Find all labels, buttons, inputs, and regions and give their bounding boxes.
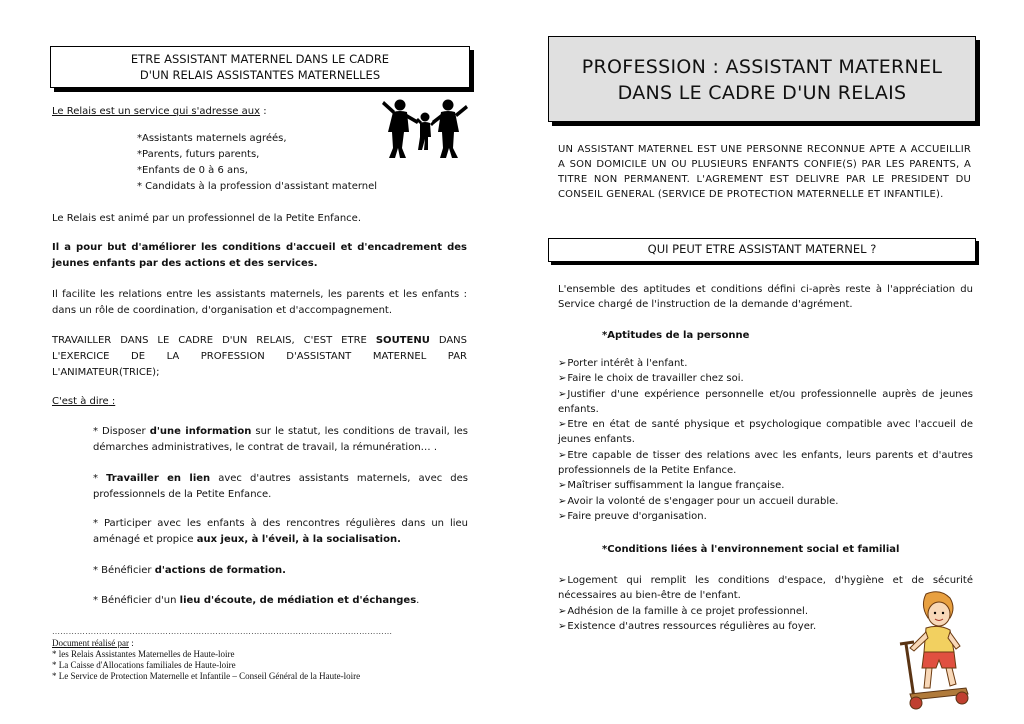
right-title-line2: DANS LE CADRE D'UN RELAIS: [617, 82, 907, 104]
relais-travailler: [52, 333, 467, 381]
right-title-box: [548, 36, 976, 122]
credit-line: * Le Service de Protection Maternelle et Infantile – Conseil Général de la Haute-loire: [52, 671, 361, 681]
left-page: [50, 0, 470, 724]
credits-title: [52, 638, 360, 649]
benefit-item: [93, 593, 468, 609]
audience-item: * Candidats à la profession d'assistant maternel: [137, 181, 378, 192]
audience-item: *Assistants maternels agréés,: [137, 133, 287, 144]
condition-item: ➢ Adhésion de la famille à ce projet professionnel.: [558, 604, 888, 619]
qui-peut-title: QUI PEUT ETRE ASSISTANT MATERNEL ?: [647, 242, 877, 256]
benefit-text: * Bénéficier d'un: [93, 595, 180, 606]
conditions-heading: *Conditions liées à l'environnement social et familial: [602, 544, 900, 555]
benefit-item: [93, 424, 468, 456]
condition-item: ➢ Existence d'autres ressources régulières au foyer.: [558, 619, 888, 634]
relais-anime: Le Relais est animé par un professionnel de la Petite Enfance.: [52, 213, 361, 224]
credit-line: * La Caisse d'Allocations familiales de Haute-loire: [52, 660, 236, 670]
benefit-text: * Bénéficier: [93, 565, 155, 576]
cest-a-dire-text: C'est à dire: [52, 396, 109, 407]
left-title-line1: ETRE ASSISTANT MATERNEL DANS LE CADRE: [130, 52, 390, 66]
relais-intro: [52, 104, 267, 119]
benefit-text: avec d'autres assistants maternels, avec des professionnels de la Petite Enfance.: [93, 473, 468, 500]
credit-line: * les Relais Assistantes Maternelles de Haute-loire: [52, 649, 235, 659]
relais-intro-text: Le Relais est un service qui s'adresse aux: [52, 106, 261, 117]
definition-text: UN ASSISTANT MATERNEL EST UNE PERSONNE RECONNUE APTE A ACCUEILLIR A SON DOMICILE UN OU PLUSIEURS ENFANTS CONFIE(S) PAR LES PARENTS, A TITRE NON PERMANENT. L'AGREMENT EST DELIVRE PAR LE PRESIDENT DU CONSEIL GENERAL (SERVICE DE PROTECTION MATERNELLE ET INFANTILE).: [558, 144, 971, 200]
left-title-box: [50, 46, 470, 88]
benefit-text: sur le statut, les conditions de travail, les démarches administratives, le contrat de travail, la rémunération… .: [93, 426, 468, 453]
travailler-text-bold: SOUTENU: [375, 335, 430, 346]
child-on-scooter-icon: [884, 588, 976, 712]
travailler-text-after: DANS L'EXERCICE DE LA PROFESSION D'ASSISTANT MATERNEL PAR L'ANIMATEUR(TRICE);: [52, 335, 468, 378]
condition-item: ➢ Logement qui remplit les conditions d'espace, d'hygiène et de sécurité nécessaires au bien-être de l'enfant.: [558, 573, 973, 604]
benefit-bold: d'une information: [149, 426, 252, 437]
dotted-separator: ……………………………………………………………………………………………………………: [52, 627, 393, 636]
cest-a-dire-label: [52, 394, 467, 410]
left-title-line2: D'UN RELAIS ASSISTANTES MATERNELLES: [139, 68, 381, 82]
relais-but: Il a pour but d'améliorer les conditions d'accueil et d'encadrement des jeunes enfants par des actions et des services.: [52, 242, 467, 269]
aptitude-item: ➢ Faire preuve d'organisation.: [558, 509, 973, 524]
credits-title-colon: :: [128, 638, 134, 648]
benefit-text: .: [416, 595, 420, 606]
credits-block: [52, 638, 360, 682]
benefit-item: [93, 471, 468, 503]
benefit-text: * Participer avec les enfants à des rencontres régulières dans un lieu aménagé et propice: [93, 518, 468, 545]
aptitude-item: ➢ Etre capable de tisser des relations avec les enfants, leurs parents et d'autres professionnels de la Petite Enfance.: [558, 448, 973, 479]
benefit-text: *: [93, 473, 107, 484]
aptitude-item: ➢ Avoir la volonté de s'engager pour un accueil durable.: [558, 494, 973, 509]
relais-facilite: Il facilite les relations entre les assistants maternels, les parents et les enfants : dans un rôle de coordination, d'organisation et d'accompagnement.: [52, 289, 467, 316]
aptitude-item: ➢ Maîtriser suffisamment la langue française.: [558, 478, 973, 493]
aptitude-item: ➢ Porter intérêt à l'enfant.: [558, 356, 973, 371]
relais-intro-colon: :: [260, 106, 267, 117]
benefit-bold: d'actions de formation.: [154, 565, 286, 576]
qui-peut-title-box: [548, 238, 976, 262]
benefit-item: [93, 516, 468, 548]
aptitude-item: ➢ Faire le choix de travailler chez soi.: [558, 371, 973, 386]
benefit-bold: lieu d'écoute, de médiation et d'échanges: [179, 595, 417, 606]
credits-title-text: Document réalisé par: [52, 638, 129, 648]
aptitudes-heading: *Aptitudes de la personne: [602, 330, 750, 341]
family-silhouette-icon: [380, 98, 470, 160]
benefit-bold: aux jeux, à l'éveil, à la socialisation.: [196, 534, 401, 545]
aptitude-item: ➢ Etre en état de santé physique et psychologique compatible avec l'accueil de jeunes enfants.: [558, 417, 973, 448]
travailler-text-before: TRAVAILLER DANS LE CADRE D'UN RELAIS, C'EST ETRE: [52, 335, 376, 346]
cest-a-dire-colon: :: [108, 396, 116, 407]
aptitude-item: ➢ Justifier d'une expérience personnelle et/ou professionnelle auprès de jeunes enfants.: [558, 387, 973, 418]
audience-item: *Parents, futurs parents,: [137, 149, 260, 160]
benefit-text: * Disposer: [93, 426, 150, 437]
right-page: [548, 0, 978, 724]
benefit-bold: Travailler en lien: [106, 473, 211, 484]
benefit-item: [93, 563, 468, 579]
ensemble-text: L'ensemble des aptitudes et conditions défini ci-après reste à l'appréciation du Service chargé de l'instruction de la demande d'agrément.: [558, 284, 973, 310]
conditions-list: [558, 573, 973, 634]
aptitudes-list: [558, 356, 973, 524]
right-title-line1: PROFESSION : ASSISTANT MATERNEL: [581, 56, 943, 78]
audience-item: *Enfants de 0 à 6 ans,: [137, 165, 248, 176]
audience-list: [137, 131, 397, 195]
